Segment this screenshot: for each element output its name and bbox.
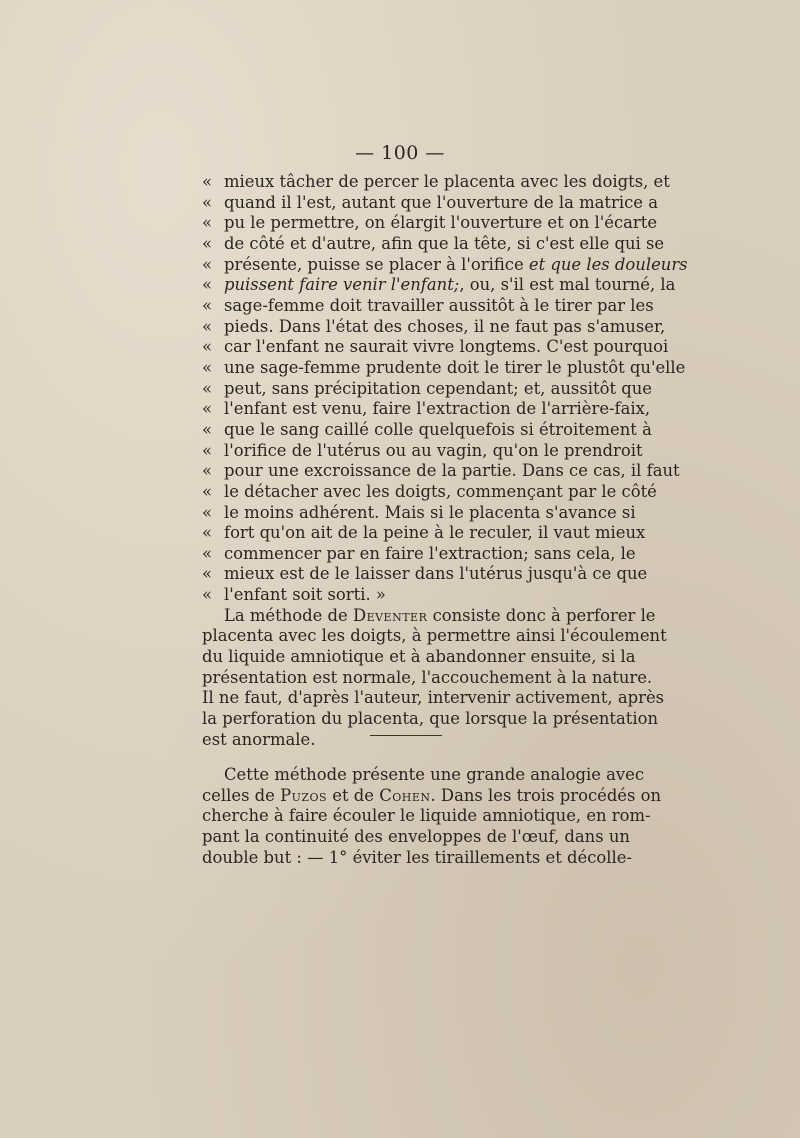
- quote-mark: «: [202, 564, 213, 584]
- line-text: l'orifice de l'utérus ou au vagin, qu'on le prendroit: [224, 440, 643, 460]
- text-line: du liquide amniotique et à abandonner ensuite, si la: [202, 647, 636, 667]
- line-text: La méthode de: [224, 605, 353, 625]
- line-text: pour une excroissance de la partie. Dans ce cas, il faut: [224, 461, 680, 481]
- text-line: [202, 295, 654, 317]
- text-line: [202, 605, 656, 627]
- text-line: [202, 523, 646, 544]
- line-text: Cette méthode présente une grande analogie avec: [224, 765, 645, 784]
- author-name: Deventer: [352, 605, 428, 625]
- text-line: présentation est normale, l'accouchement à la nature.: [202, 667, 653, 687]
- text-line: [202, 357, 686, 379]
- italic-text: et que les douleurs: [528, 254, 688, 274]
- quote-mark: «: [202, 337, 213, 357]
- quote-mark: «: [202, 172, 213, 191]
- line-text: de côté et d'autre, afin que la tête, si c'est elle qui se: [224, 233, 665, 253]
- line-text: mieux est de le laisser dans l'utérus jusqu'à ce que: [224, 564, 648, 584]
- text-line: [202, 233, 665, 255]
- quote-mark: «: [202, 295, 213, 315]
- line-text: sage-femme doit travailler aussitôt à le tirer par les: [224, 295, 654, 315]
- text-line: Il ne faut, d'après l'auteur, intervenir activement, après: [202, 688, 665, 708]
- quote-mark: «: [202, 316, 213, 336]
- line-text: . Dans les trois procédés on: [430, 785, 662, 805]
- text-line: [202, 378, 652, 400]
- quote-mark: «: [202, 440, 213, 460]
- quote-mark: «: [202, 213, 213, 233]
- text-line: double but : — 1° éviter les tiraillements et décolle-: [202, 847, 632, 867]
- text-line: [202, 337, 669, 358]
- text-line: [202, 440, 643, 462]
- line-text: et de: [327, 785, 380, 805]
- paragraph: [202, 765, 662, 868]
- line-text: le détacher avec les doigts, commençant par le côté: [224, 481, 657, 501]
- text-line: [202, 399, 651, 420]
- italic-text: puissent faire venir l'enfant;: [224, 275, 460, 295]
- quote-mark: «: [202, 523, 213, 543]
- line-text: fort qu'on ait de la peine à le reculer, il vaut mieux: [224, 523, 646, 543]
- line-text: pieds. Dans l'état des choses, il ne faut pas s'amuser,: [224, 316, 666, 336]
- line-text: présente, puisse se placer à l'orifice: [224, 254, 529, 274]
- text-line: est anormale.: [202, 729, 316, 749]
- quote-mark: «: [202, 419, 213, 439]
- quote-mark: «: [202, 502, 213, 522]
- text-line: [202, 765, 645, 786]
- text-line: [202, 172, 670, 193]
- author-name: Puzos: [280, 785, 328, 805]
- line-text: celles de: [202, 785, 281, 805]
- text-line: [202, 316, 666, 338]
- quote-mark: «: [202, 357, 213, 377]
- line-text: , ou, s'il est mal tourné, la: [459, 275, 676, 295]
- text-line: [202, 419, 652, 441]
- quote-mark: «: [202, 192, 213, 212]
- line-text: l'enfant est venu, faire l'extraction de l'arrière-faix,: [224, 399, 651, 419]
- line-text: pu le permettre, on élargit l'ouverture et on l'écarte: [224, 213, 658, 233]
- text-line: [202, 192, 658, 214]
- line-text: une sage-femme prudente doit le tirer le plustôt qu'elle: [224, 357, 686, 377]
- quote-mark: «: [202, 585, 213, 605]
- line-text: peut, sans précipitation cependant; et, aussitôt que: [224, 378, 652, 398]
- text-line: [202, 213, 658, 234]
- line-text: consiste donc à perforer le: [427, 605, 656, 625]
- text-line: [202, 461, 680, 482]
- text-line: [202, 785, 662, 807]
- text-line: [202, 481, 657, 503]
- quote-paragraph: [202, 172, 688, 750]
- line-text: quand il l'est, autant que l'ouverture de la matrice a: [224, 192, 658, 212]
- quote-mark: «: [202, 378, 213, 398]
- quote-mark: «: [202, 543, 213, 563]
- text-line: placenta avec les doigts, à permettre ainsi l'écoulement: [202, 626, 667, 646]
- text-line: [202, 543, 636, 565]
- quote-mark: «: [202, 399, 213, 419]
- line-text: mieux tâcher de percer le placenta avec les doigts, et: [224, 172, 670, 191]
- text-line: pant la continuité des enveloppes de l'œuf, dans un: [202, 826, 630, 846]
- text-line: la perforation du placenta, que lorsque la présentation: [202, 709, 659, 729]
- line-text: l'enfant soit sorti. »: [224, 585, 386, 605]
- text-line: cherche à faire écouler le liquide amniotique, en rom-: [202, 806, 651, 826]
- line-text: commencer par en faire l'extraction; sans cela, le: [224, 543, 636, 563]
- section-divider: [370, 735, 442, 736]
- quote-mark: «: [202, 254, 213, 274]
- author-name: Cohen: [379, 785, 431, 805]
- quote-mark: «: [202, 233, 213, 253]
- text-line: [202, 564, 648, 585]
- quote-mark: «: [202, 461, 213, 481]
- line-text: car l'enfant ne saurait vivre longtems. C'est pourquoi: [224, 337, 669, 357]
- page-number: — 100 —: [355, 142, 445, 164]
- text-line: [202, 502, 636, 524]
- quote-mark: «: [202, 275, 213, 295]
- text-line: [202, 275, 676, 296]
- quote-mark: «: [202, 481, 213, 501]
- line-text: le moins adhérent. Mais si le placenta s'avance si: [224, 502, 636, 522]
- text-line: [202, 585, 608, 606]
- line-text: que le sang caillé colle quelquefois si étroitement à: [224, 419, 652, 439]
- text-line: [202, 254, 688, 276]
